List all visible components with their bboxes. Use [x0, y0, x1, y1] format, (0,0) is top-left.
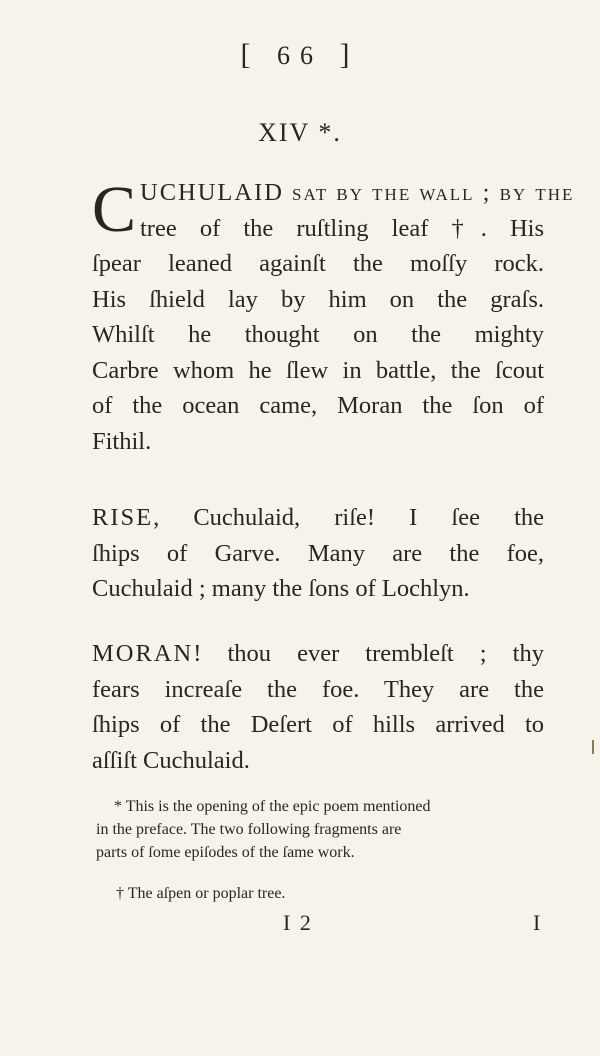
paragraph-1-line: Fithil. — [92, 427, 152, 455]
paragraph-1-line: tree of the ruſtling leaf †. His — [140, 214, 544, 242]
paragraph-1-line: His ſhield lay by him on the graſs. — [92, 285, 544, 313]
footnote-2: † The aſpen or poplar tree. — [116, 885, 286, 902]
paragraph-2-line: ſhips of Garve. Many are the foe, — [92, 539, 544, 567]
right-bracket: ] — [339, 38, 360, 71]
paragraph-2 — [92, 500, 544, 607]
footnote-1 — [96, 795, 546, 864]
paragraph-3-line: MORAN! thou ever trembleſt ; thy — [92, 640, 544, 667]
paragraph-1 — [92, 175, 575, 459]
paragraph-2-line: RISE, Cuchulaid, riſe! I ſee the — [92, 504, 544, 531]
paragraph-3 — [92, 636, 544, 778]
paragraph-1-line: UCHULAID sat by the wall ; by the — [140, 179, 575, 206]
paragraph-3-line: aſſiſt Cuchulaid. — [92, 746, 250, 774]
section-title: XIV *. — [258, 118, 342, 147]
paragraph-2-lead: RISE — [92, 504, 154, 531]
paragraph-3-line: ſhips of the Deſert of hills arrived to — [92, 711, 544, 738]
footnote-1-line: * This is the opening of the epic poem mentioned — [114, 798, 431, 815]
paragraph-3-lead: MORAN — [92, 640, 194, 667]
paragraph-1-line: of the ocean came, Moran the ſon of — [92, 392, 544, 419]
footnote-1-line: in the preface. The two following fragments are — [96, 821, 402, 838]
paragraph-1-line: Carbre whom he ſlew in battle, the ſcout — [92, 356, 544, 384]
page-edge-mark — [592, 740, 594, 754]
left-bracket: [ — [240, 38, 261, 71]
paragraph-2-line: Cuchulaid ; many the ſons of Lochlyn. — [92, 575, 470, 602]
paragraph-3-line: fears increaſe the foe. They are the — [92, 675, 544, 703]
signature-mark: I 2 — [283, 910, 313, 935]
drop-cap: C — [92, 173, 137, 246]
paragraph-1-line: ſpear leaned againſt the moſſy rock. — [92, 250, 544, 277]
page-number: 66 — [277, 41, 323, 70]
catchword: I — [533, 910, 541, 935]
footnote-1-line: parts of ſome epiſodes of the ſame work. — [96, 844, 355, 861]
paragraph-1-line: Whilſt he thought on the mighty — [92, 321, 544, 348]
running-header — [0, 38, 600, 72]
